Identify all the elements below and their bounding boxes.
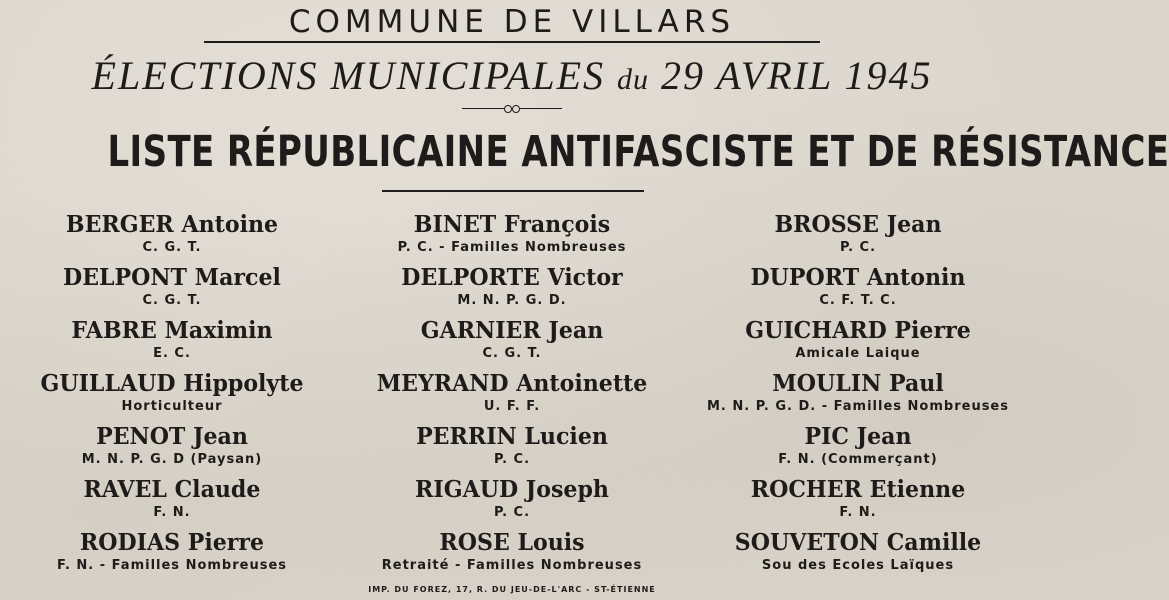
candidate-entry: [2, 210, 342, 263]
candidate-affiliation: Sou des Ecoles Laïques: [761, 558, 955, 573]
candidate-entry: [342, 210, 682, 263]
candidate-affiliation: Horticulteur: [121, 399, 223, 414]
candidate-entry: [342, 369, 682, 422]
candidate-entry: [688, 369, 1028, 422]
candidate-affiliation: P. C.: [493, 452, 531, 467]
list-title: LISTE RÉPUBLICAINE ANTIFASCISTE ET DE RÉSISTANCE: [107, 127, 1169, 177]
candidate-name: GUILLAUD Hippolyte: [40, 370, 304, 397]
candidate-affiliation: E. C.: [153, 346, 191, 361]
candidate-entry: [2, 528, 342, 581]
candidate-entry: [2, 263, 342, 316]
candidate-affiliation: C. G. T.: [482, 346, 542, 361]
candidate-entry: [342, 263, 682, 316]
ornament-circle-right: [512, 105, 520, 113]
elections-du: du: [617, 63, 650, 96]
candidate-affiliation: Amicale Laique: [795, 346, 921, 361]
candidate-name: BROSSE Jean: [774, 211, 942, 238]
ornament-line-right: [520, 108, 562, 109]
ornament-divider: [462, 104, 562, 114]
candidate-affiliation: F. N.: [153, 505, 191, 520]
candidate-affiliation: C. G. T.: [142, 240, 202, 255]
list-title-underline: [382, 190, 644, 192]
candidate-name: PIC Jean: [804, 423, 912, 450]
candidate-affiliation: C. G. T.: [142, 293, 202, 308]
candidate-column-1: [2, 210, 342, 581]
candidate-name: RIGAUD Joseph: [415, 476, 609, 503]
commune-underline: [204, 41, 820, 43]
candidate-entry: [688, 475, 1028, 528]
elections-prefix: ÉLECTIONS MUNICIPALES: [91, 53, 606, 98]
candidate-name: BERGER Antoine: [65, 211, 279, 238]
candidate-name: MEYRAND Antoinette: [376, 370, 648, 397]
candidate-entry: [688, 210, 1028, 263]
candidate-entry: [342, 422, 682, 475]
elections-heading: [0, 52, 1024, 104]
candidate-name: DELPONT Marcel: [63, 264, 281, 291]
candidate-entry: [2, 422, 342, 475]
candidate-name: GUICHARD Pierre: [745, 317, 971, 344]
candidate-entry: [2, 369, 342, 422]
candidate-name: ROCHER Etienne: [750, 476, 966, 503]
candidate-name: DELPORTE Victor: [401, 264, 623, 291]
candidate-affiliation: C. F. T. C.: [819, 293, 897, 308]
candidate-entry: [342, 316, 682, 369]
candidate-entry: [688, 316, 1028, 369]
candidate-name: SOUVETON Camille: [734, 529, 982, 556]
candidate-entry: [342, 475, 682, 528]
candidate-affiliation: M. N. P. G. D.: [457, 293, 567, 308]
candidate-name: DUPORT Antonin: [750, 264, 966, 291]
candidate-name: GARNIER Jean: [420, 317, 604, 344]
candidate-name: PENOT Jean: [96, 423, 248, 450]
candidate-affiliation: F. N.: [839, 505, 877, 520]
elections-date: 29 AVRIL 1945: [661, 53, 933, 98]
candidate-name: PERRIN Lucien: [416, 423, 608, 450]
candidate-entry: [342, 528, 682, 581]
candidate-name: RAVEL Claude: [83, 476, 261, 503]
candidate-affiliation: M. N. P. G. D (Paysan): [81, 452, 263, 467]
candidate-affiliation: U. F. F.: [483, 399, 541, 414]
candidate-name: ROSE Louis: [439, 529, 585, 556]
candidate-entry: [688, 528, 1028, 581]
ornament-line-left: [462, 108, 504, 109]
candidate-entry: [2, 316, 342, 369]
candidate-entry: [2, 475, 342, 528]
ornament-circle-left: [504, 105, 512, 113]
commune-heading: COMMUNE DE VILLARS: [288, 4, 736, 40]
printer-imprint: IMP. DU FOREZ, 17, R. DU JEU-DE-L'ARC - ST-ÉTIENNE: [368, 585, 656, 594]
candidate-affiliation: P. C. - Familles Nombreuses: [397, 240, 627, 255]
candidate-affiliation: M. N. P. G. D. - Familles Nombreuses: [707, 399, 1009, 414]
candidate-affiliation: P. C.: [493, 505, 531, 520]
candidate-name: RODIAS Pierre: [79, 529, 265, 556]
candidate-name: MOULIN Paul: [772, 370, 944, 397]
candidate-entry: [688, 263, 1028, 316]
candidate-affiliation: F. N. - Familles Nombreuses: [56, 558, 288, 573]
candidate-entry: [688, 422, 1028, 475]
candidate-name: BINET François: [413, 211, 611, 238]
candidate-column-3: [688, 210, 1028, 581]
candidate-affiliation: F. N. (Commerçant): [778, 452, 938, 467]
candidate-affiliation: P. C.: [839, 240, 877, 255]
candidate-name: FABRE Maximin: [71, 317, 273, 344]
candidate-affiliation: Retraité - Familles Nombreuses: [381, 558, 643, 573]
candidate-column-2: [342, 210, 682, 581]
